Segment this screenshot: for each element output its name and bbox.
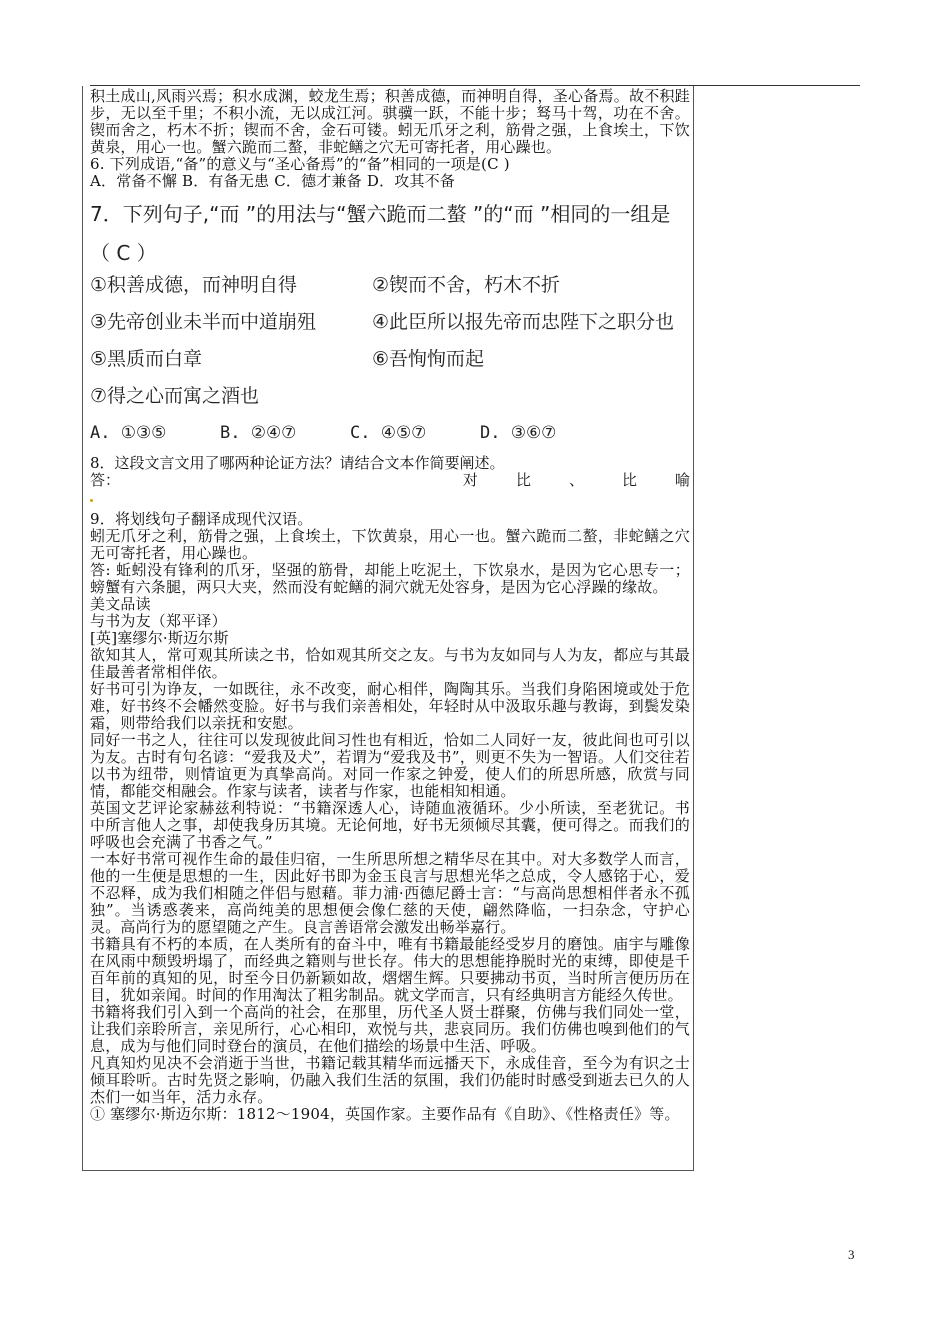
q8-answer-part: 喻: [674, 471, 690, 489]
q9-stem: 9．将划线句子翻译成现代汉语。: [90, 510, 313, 528]
q7-stem: 7．下列句子,“而 ”的用法与“蟹六跪而二螯 ”的“而 ”相同的一组是: [90, 202, 671, 226]
mark-dot: [90, 499, 93, 502]
footnote: ① 塞缪尔·斯迈尔斯：1812～1904，英国作家。主要作品有《自助》、《性格责任》等。: [90, 1105, 680, 1123]
q8-stem: 8．这段文言文用了哪两种论证方法？请结合文本作简要阐述。: [90, 454, 505, 472]
q7-row: [90, 267, 690, 304]
q8-answer-part: 答: [90, 471, 106, 489]
essay-paragraph: 一本好书常可视作生命的最佳归宿，一生所思所想之精华尽在其中。对大多数学人而言，他的一生便是思想的一生，因此好书即为金玉良言与思想光华之总成，令人感铭于心，爱不忍释，成为我们相随之伴侣与慰藉。菲力浦·西德尼爵士言：“与高尚思想相伴者永不孤独”。当诱惑袭来，高尚纯美的思想便会像仁慈的天使，翩然降临，一扫杂念，守护心灵。高尚行为的愿望随之产生。良言善语常会激发出畅举嘉行。: [90, 850, 690, 936]
q7-item: ⑤黑质而白章: [90, 348, 203, 370]
q7-item: ①积善成德，而神明自得: [90, 274, 298, 296]
q6-options: A．常备不懈 B．有备无患 C．德才兼备 D．攻其不备: [90, 172, 456, 190]
essay-paragraph: 英国文艺评论家赫兹利特说：“书籍深透人心，诗随血液循环。少小所读，至老犹记。书中所言他人之事，却使我身历其境。无论何地，好书无须倾尽其囊，便可得之。而我们的呼吸也会充满了书香之气。”: [90, 799, 690, 851]
q8-answer-part: 比: [621, 471, 637, 489]
q7-answer: （ C ）: [90, 241, 157, 265]
reading-block: [90, 511, 690, 1123]
essay-title: 与书为友（郑平译）: [90, 612, 227, 630]
q7-choices: [90, 423, 690, 443]
essay-paragraph: 书籍具有不朽的本质，在人类所有的奋斗中，唯有书籍最能经受岁月的磨蚀。庙宇与雕像在风雨中颓毁坍塌了，而经典之籍则与世长存。伟大的思想能挣脱时光的束缚，即使是千百年前的真知的见，时至今日仍新颖如故，熠熠生辉。只要拂动书页，当时所言便历历在目，犹如亲闻。时间的作用淘汰了粗劣制品。就文学而言，只有经典明言方能经久传世。: [90, 935, 690, 1004]
q8-answer: [90, 472, 690, 489]
q8-answer-part: 比: [515, 471, 531, 489]
page-number: 3: [848, 1247, 855, 1262]
q7-item: ⑥吾恂恂而起: [372, 348, 485, 370]
q6-stem: 6. 下列成语,“备”的意义与“圣心备焉”的“备”相同的一项是(C ): [90, 155, 510, 173]
passage-block: [90, 88, 690, 190]
q7-choice: B. ②④⑦: [220, 423, 297, 443]
q7-item: ⑦得之心而寓之酒也: [90, 385, 260, 407]
q7-choice: C. ④⑤⑦: [350, 423, 427, 443]
q8-block: [90, 455, 690, 506]
q8-answer-part: 、: [568, 471, 584, 489]
q7-item: ③先帝创业未半而中道崩殂: [90, 311, 317, 333]
passage-text: 积土成山,风雨兴焉；积水成渊，蛟龙生焉；积善成德，而神明自得，圣心备焉。故不积跬步，无以至千里；不积小流，无以成江河。骐骥一跃，不能十步；驽马十驾，功在不舍。锲而舍之，朽木不折；锲而不舍，金石可镂。蚓无爪牙之利，筋骨之强，上食埃土，下饮黄泉，用心一也。蟹六跪而二螯，非蛇鳝之穴无可寄托者，用心躁也。: [90, 87, 690, 156]
q8-answer-part: 对: [462, 471, 478, 489]
q7-row: [90, 378, 690, 415]
q7-item: ④此臣所以报先帝而忠陛下之职分也: [372, 311, 675, 333]
q9-answer: 答: 蚯蚓没有锋利的爪牙，坚强的筋骨，却能上吃泥土，下饮泉水，是因为它心思专一；螃蟹有六条腿，两只大夹，然而没有蛇鳝的洞穴就无处容身，是因为它心浮躁的缘故。: [90, 561, 690, 596]
section-title: 美文品读: [90, 595, 151, 613]
essay-author: [英]塞缪尔·斯迈尔斯: [90, 629, 229, 647]
essay-paragraph: 书籍将我们引入到一个高尚的社会，在那里，历代圣人贤士群聚，仿佛与我们同处一堂，让我们亲聆所言，亲见所行，心心相印，欢悦与共，悲哀同历。我们仿佛也嗅到他们的气息，成为与他们同时登台的演员，在他们描绘的场景中生活、呼吸。: [90, 1003, 690, 1055]
q7-block: [90, 197, 690, 443]
q8-mark: [90, 489, 690, 506]
essay-paragraph: 欲知其人，常可观其所读之书，恰如观其所交之友。与书为友如同与人为友，都应与其最佳最善者常相伴依。: [90, 646, 690, 681]
q7-row: [90, 341, 690, 378]
essay-paragraph: 好书可引为诤友，一如既往，永不改变，耐心相伴，陶陶其乐。当我们身陷困境或处于危难，好书终不会幡然变脸。好书与我们亲善相处，年轻时从中汲取乐趣与教诲，到鬓发染霜，则带给我们以亲抚和安慰。: [90, 680, 690, 732]
q8-answer-part: ：: [105, 471, 121, 489]
q9-sentence: 蚓无爪牙之利，筋骨之强，上食埃土，下饮黄泉，用心一也。蟹六跪而二螯，非蛇鳝之穴无可寄托者，用心躁也。: [90, 527, 690, 562]
essay-paragraph: 同好一书之人，往往可以发现彼此间习性也有相近，恰如二人同好一友，彼此间也可引以为友。古时有句名谚：“爱我及犬”，若谓为“爱我及书”，则更不失为一智语。人们交往若以书为纽带，则情谊更为真挚高尚。对同一作家之钟爱，使人们的所思所感，欣赏与同情，都能交相融会。作家与读者，读者与作家，也能相知相通。: [90, 731, 690, 800]
q7-choice: A. ①③⑤: [90, 423, 167, 443]
q7-row: [90, 304, 690, 341]
q7-item: ②锲而不舍，朽木不折: [372, 274, 561, 296]
q7-choice: D. ③⑥⑦: [480, 423, 557, 443]
essay-paragraph: 凡真知灼见决不会消逝于当世，书籍记载其精华而远播天下，永成佳音，至今为有识之士倾耳聆听。古时先贤之影响，仍融入我们生活的氛围，我们仍能时时感受到逝去已久的人杰们一如当年，活力永存。: [90, 1054, 690, 1106]
